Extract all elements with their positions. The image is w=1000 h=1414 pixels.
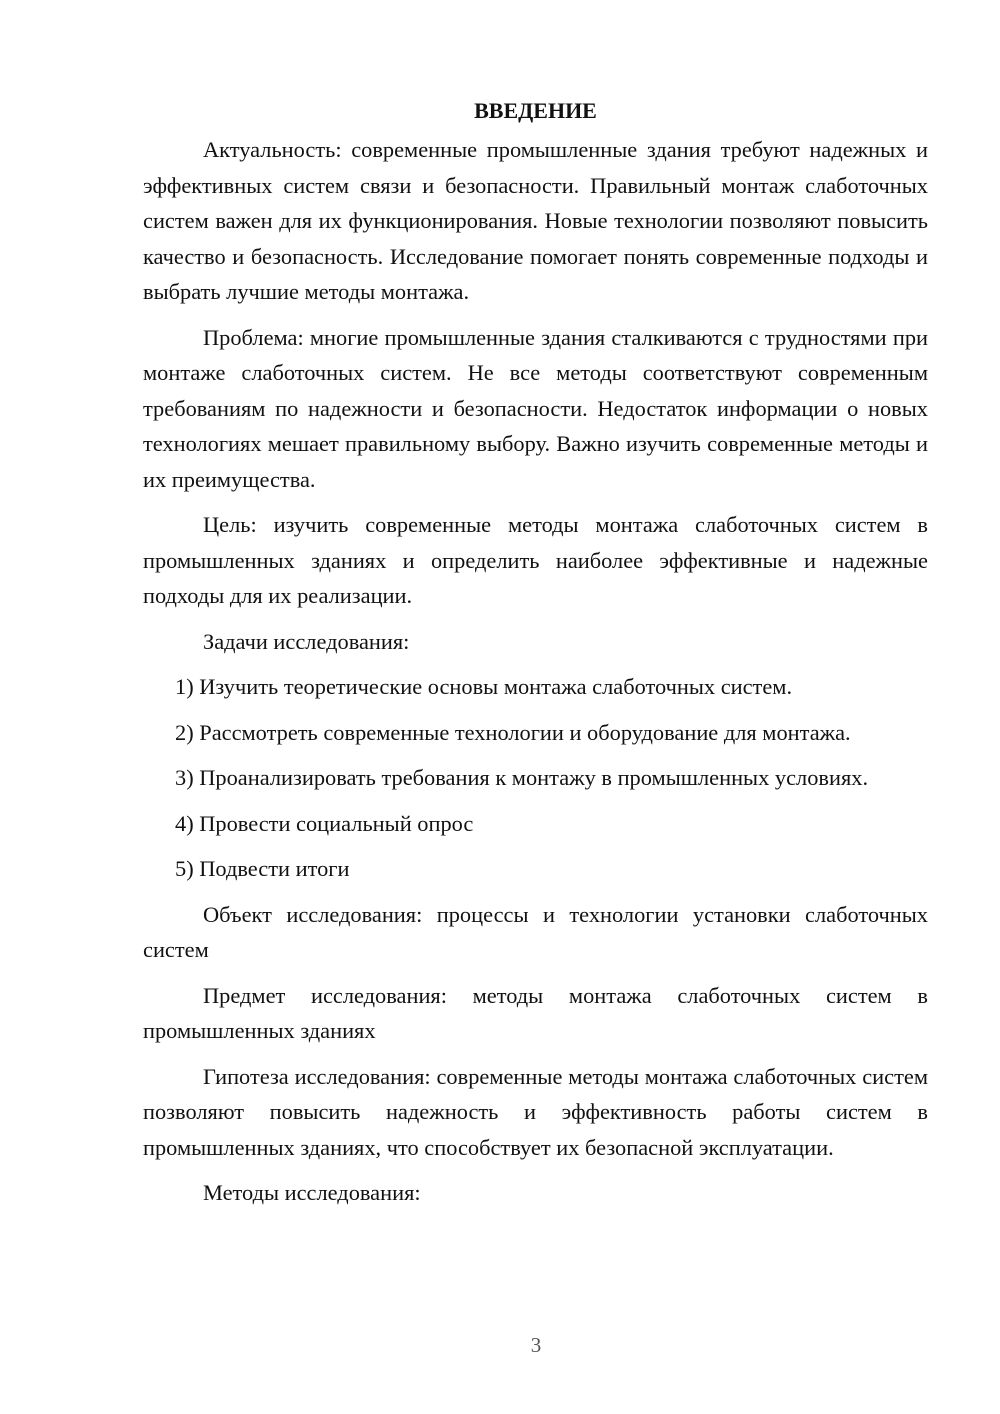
task-item-3: 3) Проанализировать требования к монтажу в промышленных условиях. bbox=[175, 765, 869, 790]
paragraph-goal: Цель: изучить современные методы монтажа слаботочных систем в промышленных зданиях и определить наиболее эффективные и надежные подходы для их реализации. bbox=[143, 512, 928, 608]
paragraph-problem: Проблема: многие промышленные здания сталкиваются с трудностями при монтаже слаботочных систем. Не все методы соответствуют современным требованиям по надежности и безопасности. Недостаток информации о новых технологиях мешает правильному выбору. Важно изучить современные методы и их преимущества. bbox=[143, 324, 928, 492]
task-item-1: 1) Изучить теоретические основы монтажа слаботочных систем. bbox=[175, 674, 793, 699]
paragraph-object: Объект исследования: процессы и технологии установки слаботочных систем bbox=[143, 901, 928, 962]
page-number: 3 bbox=[530, 1333, 542, 1357]
page-title: ВВЕДЕНИЕ bbox=[474, 98, 597, 123]
paragraph-relevance: Актуальность: современные промышленные здания требуют надежных и эффективных систем связи и безопасности. Правильный монтаж слаботочных систем важен для их функционирования. Новые технологии позволяют повысить качество и безопасность. Исследование помогает понять современные подходы и выбрать лучшие методы монтажа. bbox=[143, 137, 928, 304]
document-page bbox=[143, 94, 928, 1221]
task-item-4: 4) Провести социальный опрос bbox=[175, 810, 474, 836]
paragraph-tasks-heading: Задачи исследования: bbox=[203, 628, 410, 654]
paragraph-subject: Предмет исследования: методы монтажа слаботочных систем в промышленных зданиях bbox=[143, 982, 928, 1043]
paragraph-hypothesis: Гипотеза исследования: современные методы монтажа слаботочных систем позволяют повысить надежность и эффективность работы систем в промышленных зданиях, что способствует их безопасной эксплуатации. bbox=[143, 1063, 928, 1160]
paragraph-methods: Методы исследования: bbox=[203, 1180, 421, 1205]
task-item-2: 2) Рассмотреть современные технологии и оборудование для монтажа. bbox=[175, 719, 851, 745]
task-item-5: 5) Подвести итоги bbox=[175, 856, 350, 881]
